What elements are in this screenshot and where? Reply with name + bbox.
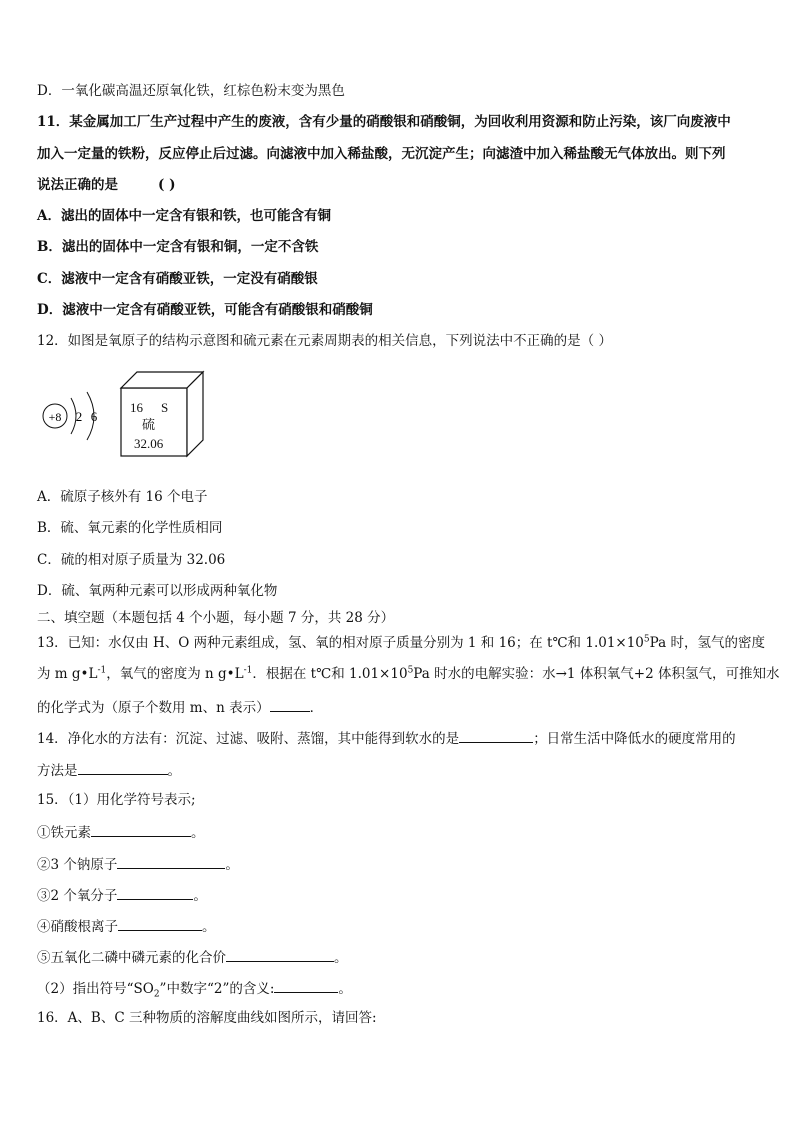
q14-line2-text: 方法是	[37, 763, 78, 779]
q11-stem-line3	[37, 176, 175, 194]
q14-line1-text-end: ；日常生活中降低水的硬度常用的	[533, 731, 736, 747]
q15-item1-blank[interactable]	[91, 822, 191, 837]
q15-part2-text: （2）指出符号“SO	[37, 981, 154, 997]
q14-answer-blank-2[interactable]	[78, 760, 168, 775]
q13-line2-exponent-3: 5	[407, 665, 414, 676]
q14-line1-text: 14．净化水的方法有：沉淀、过滤、吸附、蒸馏，其中能得到软水的是	[37, 731, 460, 747]
element-symbol: S	[161, 400, 169, 415]
shell-1-electrons: 2	[75, 409, 83, 424]
q15-item1	[37, 822, 205, 842]
q13-answer-blank[interactable]	[270, 697, 310, 712]
q11-answer-paren: ( )	[158, 177, 176, 193]
q13-line3-text: 的化学式为（原子个数用 m、n 表示）	[37, 700, 270, 716]
q15-part2-subscript: 2	[153, 989, 160, 1000]
q12-option-d: D．硫、氧两种元素可以形成两种氧化物	[37, 583, 278, 599]
q16-stem: 16．A、B、C 三种物质的溶解度曲线如图所示，请回答:	[37, 1010, 377, 1026]
q13-line2-part-c: ．根据在 t℃和 1.01×10	[252, 666, 408, 682]
q15-item3	[37, 885, 207, 905]
atomic-number: 16	[130, 400, 143, 415]
q13-line2-part-b: ，氧气的密度为 n g•L	[106, 666, 244, 682]
q15-part1: 15．（1）用化学符号表示;	[37, 792, 196, 808]
q13-line2-exponent-1: -1	[97, 665, 107, 676]
q13-line3-end: ．	[309, 700, 324, 716]
q15-part2-blank[interactable]	[274, 978, 338, 993]
q14-answer-blank-1[interactable]	[459, 728, 533, 743]
oxygen-atom-structure-diagram	[37, 366, 117, 466]
q11-option-d: D．滤液中一定含有硝酸亚铁，可能含有硝酸银和硝酸铜	[37, 302, 373, 318]
q10-option-d: D．一氧化碳高温还原氧化铁，红棕色粉末变为黑色	[37, 83, 345, 99]
sulfur-periodic-table-cell	[118, 368, 218, 460]
element-name: 硫	[142, 417, 156, 432]
q15-item3-blank[interactable]	[117, 885, 193, 900]
q13-line1-exponent: 5	[643, 634, 650, 645]
q13-line2-exponent-2: -1	[243, 665, 253, 676]
q11-stem-line1: 11．某金属加工厂生产过程中产生的废液，含有少量的硝酸银和硝酸铜，为回收利用资源和防止污染，该厂向废液中	[37, 114, 731, 130]
q15-item4	[37, 916, 216, 936]
q13-line2-part-d: Pa 时水的电解实验：水→1 体积氧气+2 体积氢气，可推知水	[413, 666, 780, 682]
q11-option-b: B．滤出的固体中一定含有银和铜，一定不含铁	[37, 239, 319, 255]
q15-item4-end: 。	[202, 919, 216, 935]
q15-item4-blank[interactable]	[118, 916, 202, 931]
q12-option-a: A．硫原子核外有 16 个电子	[37, 489, 208, 505]
q11-stem-text: 说法正确的是	[37, 177, 118, 193]
q15-item1-text: ①铁元素	[37, 825, 91, 841]
q11-option-c: C．滤液中一定含有硝酸亚铁，一定没有硝酸银	[37, 271, 318, 287]
q13-line2-part-a: 为 m g•L	[37, 666, 98, 682]
q15-item2-text: ②3 个钠原子	[37, 857, 118, 873]
q15-part2-end: 。	[338, 981, 352, 997]
q15-item2-end: 。	[225, 857, 239, 873]
shell-2-electrons: 6	[90, 409, 98, 424]
q12-stem: 12．如图是氧原子的结构示意图和硫元素在元素周期表的相关信息，下列说法中不正确的是（ ）	[37, 333, 612, 349]
q15-item2-blank[interactable]	[117, 854, 225, 869]
q13-line1-text-end: Pa 时，氢气的密度	[649, 635, 765, 651]
q14-line2	[37, 760, 181, 780]
q11-option-a: A．滤出的固体中一定含有银和铁，也可能含有铜	[37, 208, 331, 224]
q13-line2	[37, 665, 780, 683]
q13-line1	[37, 634, 765, 652]
q11-stem-line2: 加入一定量的铁粉，反应停止后过滤。向滤液中加入稀盐酸，无沉淀产生；向滤渣中加入稀盐酸无气体放出。则下列	[37, 146, 726, 162]
q15-item3-text: ③2 个氧分子	[37, 888, 118, 904]
q15-part2-text-b: ”中数字“2”的含义:	[159, 981, 275, 997]
q15-item5	[37, 947, 348, 967]
section2-heading: 二、填空题（本题包括 4 个小题，每小题 7 分，共 28 分）	[37, 610, 395, 626]
q12-option-c: C．硫的相对原子质量为 32.06	[37, 552, 226, 568]
q15-item2	[37, 854, 239, 874]
q12-option-b: B．硫、氧元素的化学性质相同	[37, 520, 223, 536]
q15-part2	[37, 978, 352, 998]
q15-item4-text: ④硝酸根离子	[37, 919, 118, 935]
q15-item5-blank[interactable]	[226, 947, 334, 962]
q15-item5-end: 。	[334, 950, 348, 966]
q15-item5-text: ⑤五氧化二磷中磷元素的化合价	[37, 950, 226, 966]
q14-line2-end: 。	[167, 763, 181, 779]
q15-item3-end: 。	[193, 888, 207, 904]
q15-item1-end: 。	[191, 825, 205, 841]
q14-line1	[37, 728, 736, 748]
atomic-mass: 32.06	[134, 436, 164, 451]
q13-line1-text: 13．已知：水仅由 H、O 两种元素组成，氢、氧的相对原子质量分别为 1 和 16；在 t℃和 1.01×10	[37, 635, 644, 651]
q13-line3	[37, 697, 323, 717]
nucleus-charge: +8	[48, 410, 62, 424]
